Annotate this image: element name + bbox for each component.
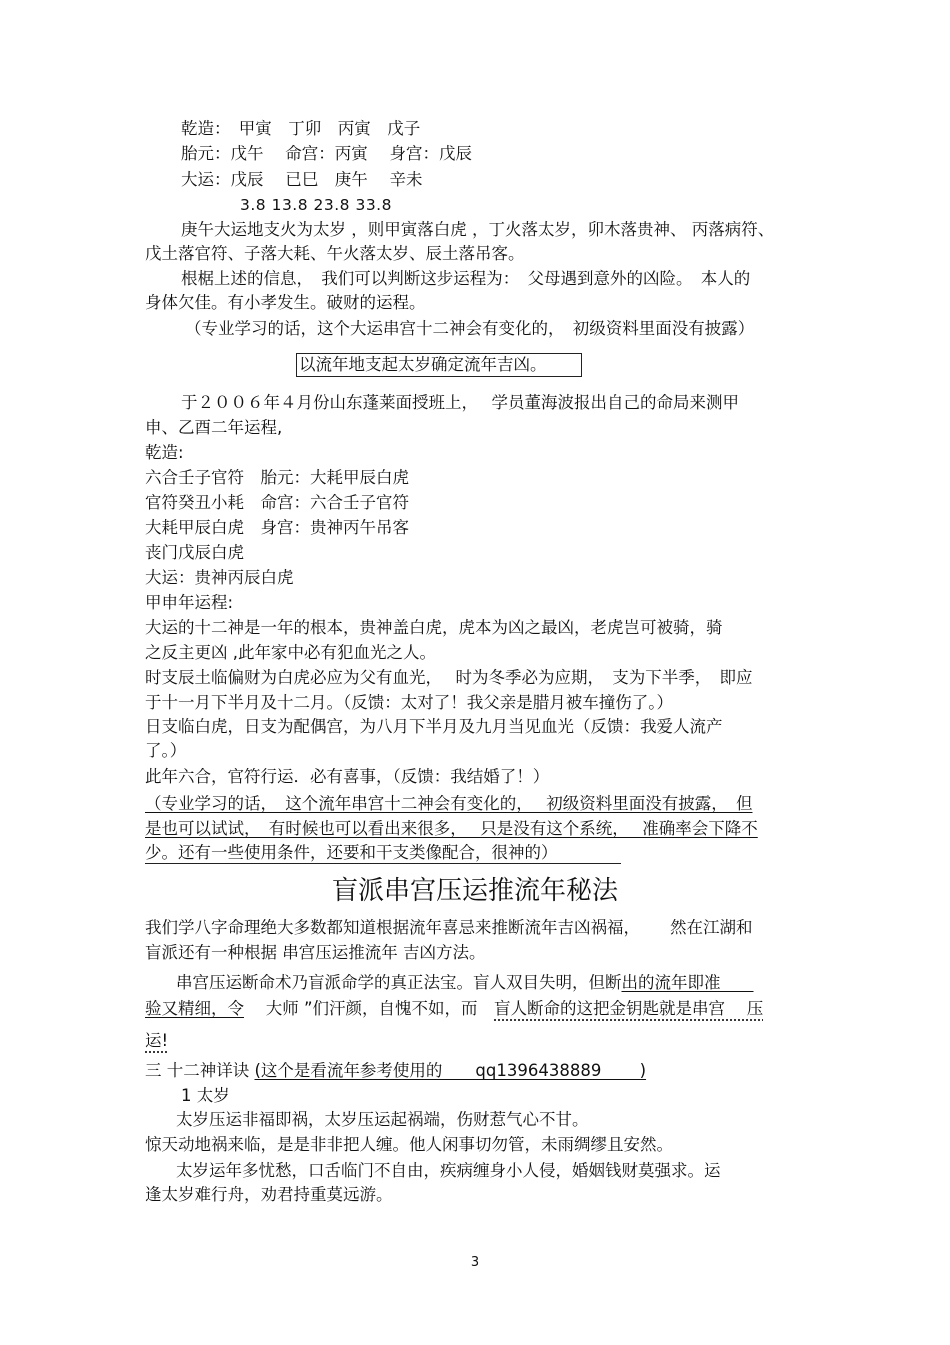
intro2-line1-underlined: 出的流年即准 <box>621 973 721 992</box>
dayun-ages: 3.8 13.8 23.8 33.8 <box>240 196 392 214</box>
para2-line2: 身体欠佳。有小孝发生。破财的运程。 <box>145 293 426 312</box>
case-row3: 大耗甲辰白虎 身宫：贵神丙午吊客 <box>145 518 409 537</box>
analysis-a7: 此年六合，官符行运．必有喜事，（反馈：我结婚了！） <box>145 767 550 786</box>
taisui-verse2: 惊天动地祸来临，是是非非把人缠。他人闲事切勿管，未雨绸缪且安然。 <box>145 1135 673 1154</box>
para1-line1: 庚午大运地支火为太岁 ，则甲寅落白虎 ，丁火落太岁，卯木落贵神、 丙落病符、 <box>181 220 775 239</box>
intro2-line2-underlined: 验又精细，令 <box>145 999 244 1018</box>
intro2-line2-dotted: 盲人断命的这把金钥匙就是串宫 压 <box>494 999 764 1018</box>
para2-line1: 根椐上述的信息， 我们可以判断这步运程为： 父母遇到意外的凶险。 本人的 <box>181 269 751 288</box>
para3-line2: 申、乙酉二年运程, <box>145 418 283 437</box>
case-row1: 六合壬子官符 胎元：大耗甲辰白虎 <box>145 468 409 487</box>
note2-line2: 是也可以试试， 有时候也可以看出来很多， 只是没有这个系统， 准确率会下降不 <box>145 819 758 838</box>
dayun-line: 大运：戊辰 已巳 庚午 辛未 <box>181 170 423 189</box>
note2-line3: 少。还有一些使用条件，还要和干支类像配合，很神的） <box>145 842 621 864</box>
analysis-a3: 时支辰土临偏财为白虎必应为父有血光， 时为冬季必为应期， 支为下半季， 即应 <box>145 668 753 687</box>
note2-line1: （专业学习的话， 这个流年串宫十二神会有变化的， 初级资料里面没有披露， 但 <box>145 794 753 813</box>
para1-line2: 戊土落官符、子落大耗、午火落太岁、辰土落吊客。 <box>145 244 525 263</box>
analysis-a6: 了。） <box>145 741 187 760</box>
intro-line1: 我们学八字命理绝大多数都知道根据流年喜忌来推断流年吉凶祸福， 然在江湖和 <box>145 918 753 937</box>
boxed-heading: 以流年地支起太岁确定流年吉凶。 <box>296 353 582 377</box>
case-row4: 丧门戊辰白虎 <box>145 543 244 562</box>
intro2-line2-text: 大师 ”们汗颜，自愧不如，而 <box>244 999 495 1018</box>
case-row2: 官符癸丑小耗 命宫：六合壬子官符 <box>145 493 409 512</box>
intro2-line1 <box>176 972 754 994</box>
case-qianzao: 乾造: <box>145 443 184 462</box>
note1: （专业学习的话，这个大运串宫十二神会有变化的， 初级资料里面没有披露） <box>185 319 755 338</box>
twelve-gods-note: (这个是看流年参考使用的 qq1396438889 ) <box>254 1061 647 1080</box>
taisui-verse4: 逢太岁难行舟，劝君持重莫远游。 <box>145 1185 393 1204</box>
twelve-gods-label: 三 十二神详诀 <box>145 1061 255 1080</box>
taiyuan-line: 胎元：戊午 命宫：丙寅 身宫：戊辰 <box>181 144 472 163</box>
intro2-line3: 运! <box>145 1031 169 1050</box>
intro-line2: 盲派还有一种根据 串宫压运推流年 吉凶方法。 <box>145 943 486 962</box>
case-dayun: 大运：贵神丙辰白虎 <box>145 568 294 587</box>
section-title: 盲派串宫压运推流年秘法 <box>331 876 618 906</box>
taisui-verse1: 太岁压运非福即祸，太岁压运起祸端，伤财惹气心不甘。 <box>176 1110 589 1129</box>
page-number: 3 <box>470 1255 480 1270</box>
intro2-line1-text: 串宫压运断命术乃盲派命学的真正法宝。盲人双目失明，但断 <box>176 973 622 992</box>
analysis-a4: 于十一月下半月及十二月。（反馈：太对了！我父亲是腊月被车撞伤了。） <box>145 693 673 712</box>
intro2-line2 <box>145 998 763 1020</box>
analysis-a1: 大运的十二神是一年的根本，贵神盖白虎，虎本为凶之最凶，老虎岂可被骑，骑 <box>145 618 723 637</box>
qianzao-line: 乾造： 甲寅 丁卯 丙寅 戊子 <box>181 119 421 138</box>
twelve-gods-line <box>145 1060 646 1082</box>
taisui-heading: 1 太岁 <box>181 1086 230 1105</box>
analysis-a2: 之反主更凶 ,此年家中必有犯血光之人。 <box>145 643 436 662</box>
para3-line1: 于２００６年４月份山东蓬莱面授班上， 学员董海波报出自己的命局来测甲 <box>181 393 739 412</box>
taisui-verse3: 太岁运年多忧愁，口舌临门不自由，疾病缠身小人侵，婚姻钱财莫强求。运 <box>176 1161 721 1180</box>
case-jiashen: 甲申年运程: <box>145 593 234 612</box>
analysis-a5: 日支临白虎，日支为配偶宫，为八月下半月及九月当见血光（反馈：我爱人流产 <box>145 717 723 736</box>
